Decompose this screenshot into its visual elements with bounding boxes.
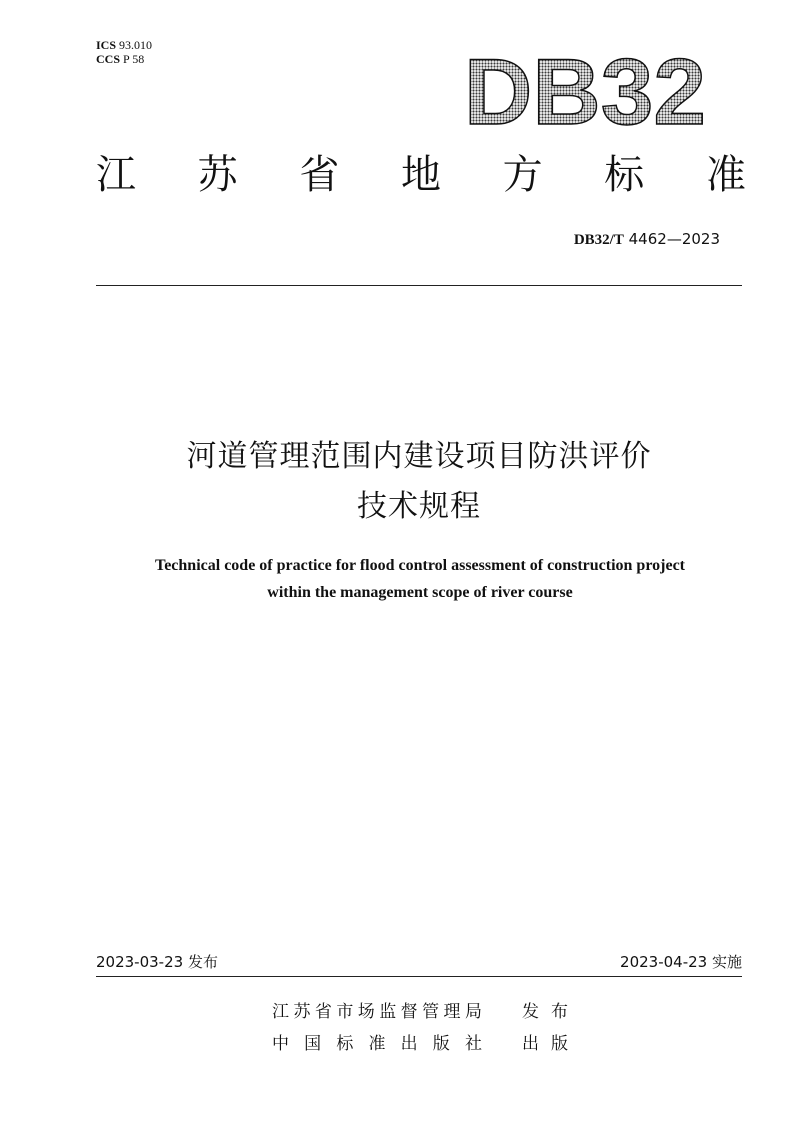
db32-logo-graphic: [460, 44, 710, 130]
publisher-char: 场: [357, 1002, 375, 1022]
ccs-line: [96, 52, 152, 66]
publisher-action: [522, 1000, 568, 1024]
implement-date: 2023-04-23 实施: [620, 953, 742, 971]
org-char: 标: [604, 152, 645, 198]
standard-prefix: DB32/T: [573, 232, 624, 248]
publisher-char: 准: [368, 1034, 386, 1054]
organization-title: [96, 150, 746, 200]
publisher-char: 市: [336, 1002, 354, 1022]
publisher-action: [522, 1032, 568, 1056]
org-char: 苏: [197, 152, 238, 198]
bottom-divider: [96, 976, 742, 977]
publisher-char: 理: [443, 1002, 461, 1022]
ics-label: ICS: [96, 38, 117, 52]
publisher-name: [272, 1032, 482, 1056]
title-cn-line2: 技术规程: [357, 489, 481, 524]
publisher-row: [272, 1032, 572, 1056]
ccs-code: P 58: [123, 52, 145, 66]
ics-code: 93.010: [119, 38, 153, 52]
publisher-row: [272, 1000, 572, 1024]
publisher-char: 中: [272, 1034, 289, 1054]
publisher-char: 省: [314, 1002, 332, 1022]
publisher-char: 江: [272, 1002, 289, 1022]
publish-date: 2023-03-23 发布: [96, 953, 218, 971]
title-en-line1: Technical code of practice for flood control assessment of construction project: [155, 557, 685, 574]
classification-codes: [96, 38, 152, 66]
action-char: 出: [522, 1034, 539, 1054]
action-char: 布: [551, 1002, 568, 1022]
org-char: 地: [400, 152, 441, 198]
org-char: 方: [502, 152, 543, 198]
publisher-name: [272, 1000, 482, 1024]
title-en-line2: within the management scope of river course: [267, 584, 573, 601]
ccs-label: CCS: [96, 52, 121, 66]
publisher-char: 出: [400, 1034, 418, 1054]
standard-code: 4462—2023: [628, 230, 720, 248]
publisher-char: 局: [464, 1002, 482, 1022]
db32-logo: [460, 44, 710, 130]
publisher-char: 督: [400, 1002, 418, 1022]
standard-number: [574, 229, 720, 250]
action-char: 发: [522, 1002, 539, 1022]
title-cn-line1: 河道管理范围内建设项目防洪评价: [186, 439, 652, 474]
org-char: 江: [96, 152, 136, 198]
publisher-char: 监: [379, 1002, 397, 1022]
org-char: 省: [299, 152, 340, 198]
top-divider: [96, 285, 742, 286]
publisher-char: 社: [464, 1034, 482, 1054]
publisher-char: 苏: [293, 1002, 311, 1022]
publisher-char: 管: [422, 1002, 440, 1022]
action-char: 版: [551, 1034, 568, 1054]
org-char: 准: [705, 152, 746, 198]
publisher-char: 版: [432, 1034, 450, 1054]
publisher-char: 标: [336, 1034, 354, 1054]
db32-logo-text: DB32: [464, 44, 706, 130]
ics-line: [96, 38, 152, 52]
publisher-char: 国: [304, 1034, 322, 1054]
